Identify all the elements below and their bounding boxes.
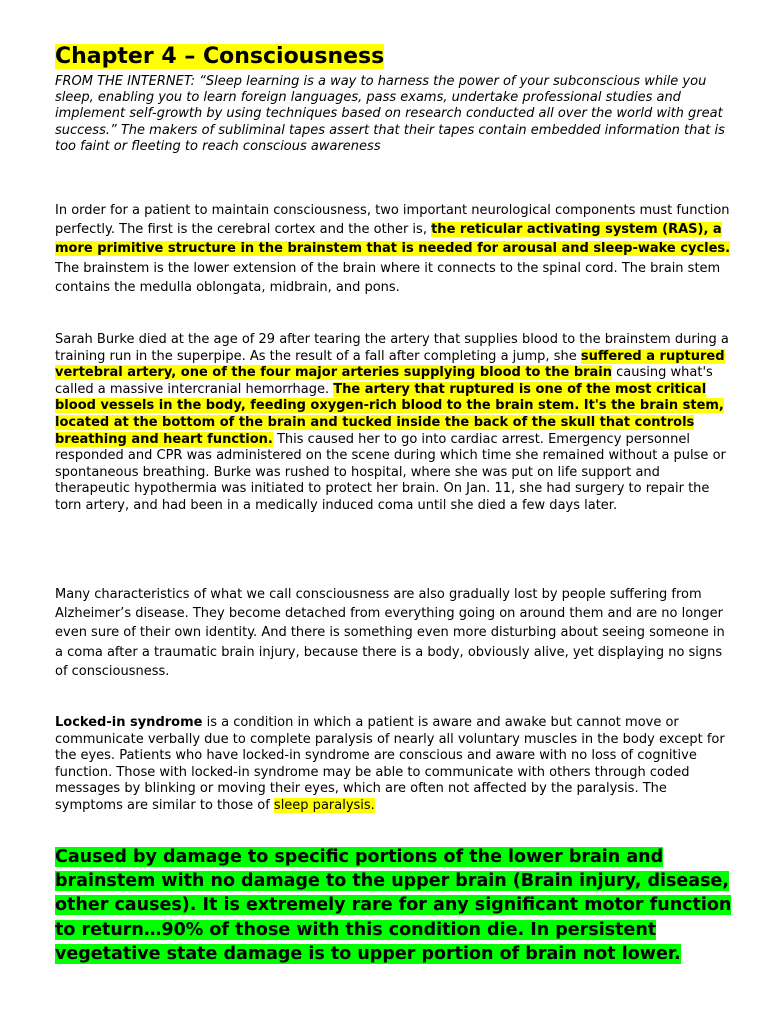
- paragraph-locked-in-syndrome: [55, 715, 735, 815]
- paragraph-text: Sarah Burke died at the age of 29 after tearing the artery that supplies blood to the brainstem during a training run in the superpipe. As the result of a fall after completing a jump, she: [55, 332, 729, 364]
- paragraph-consciousness-components: [55, 201, 735, 297]
- intro-quote: FROM THE INTERNET: “Sleep learning is a way to harness the power of your subconscious while you sleep, enabling you to learn foreign languages, pass exams, undertake professional studies and implement self-growth by using techniques based on research conducted all over the world with great success.” The makers of subliminal tapes assert that their tapes contain embedded information that is too faint or fleeting to reach conscious awareness: [55, 74, 725, 154]
- paragraph-sarah-burke: [55, 332, 735, 515]
- paragraph-alzheimers: Many characteristics of what we call consciousness are also gradually lost by people suffering from Alzheimer’s disease. They become detached from everything going on around them and are no longer even sure of their own identity. And there is something even more disturbing about seeing someone in a coma after a traumatic brain injury, because there is a body, obviously alive, yet displaying no signs of consciousness.: [55, 587, 725, 679]
- paragraph-text: causing what's called a massive intercranial hemorrhage.: [55, 365, 713, 397]
- page-title: [55, 44, 384, 70]
- green-note-text: Caused by damage to specific portions of the lower brain and brainstem with no damage to the upper brain (Brain injury, disease, other causes). It is extremely rare for any significant motor function to return…90% of those with this condition die. In persistent vegetative state damage is to upper portion of brain not lower.: [55, 847, 732, 964]
- paragraph-text: In order for a patient to maintain consciousness, two important neurological components must function perfectly. The first is the cerebral cortex and the other is,: [55, 203, 730, 238]
- highlighted-text: suffered a ruptured vertebral artery, one of the four major arteries supplying blood to the brain: [55, 348, 725, 381]
- highlighted-text: sleep paralysis.: [273, 797, 375, 813]
- paragraph-text: is a condition in which a patient is aware and awake but cannot move or communicate verbally due to complete paralysis of nearly all voluntary muscles in the body except for the eyes. Patients who have locked-in syndrome are conscious and aware with no loss of cognitive function. Those with locked-in syndrome may be able to communicate with others through coded messages by blinking or moving their eyes, which are often not affected by the paralysis. The symptoms are similar to those of: [55, 715, 725, 813]
- term-bold: Locked-in syndrome: [55, 715, 203, 730]
- paragraph-text: The brainstem is the lower extension of the brain where it connects to the spinal cord. The brain stem contains the medulla oblongata, midbrain, and pons.: [55, 260, 721, 295]
- highlighted-text: The artery that ruptured is one of the most critical blood vessels in the body, feeding oxygen-rich blood to the brain stem. It's the brain stem, located at the bottom of the brain and tucked inside the back of the skull that controls breathing and heart function.: [55, 381, 724, 447]
- green-highlight-note: [55, 845, 745, 966]
- highlighted-text: the reticular activating system (RAS), a more primitive structure in the brainstem that is needed for arousal and sleep-wake cycles.: [55, 222, 731, 257]
- title-text: Chapter 4 – Consciousness: [55, 44, 385, 69]
- paragraph-text: This caused her to go into cardiac arrest. Emergency personnel responded and CPR was administered on the scene during which time she remained without a pulse or spontaneous breathing. Burke was rushed to hospital, where she was put on life support and therapeutic hypothermia was initiated to protect her brain. On Jan. 11, she had surgery to repair the torn artery, and had been in a medically induced coma until she died a few days later.: [55, 431, 726, 513]
